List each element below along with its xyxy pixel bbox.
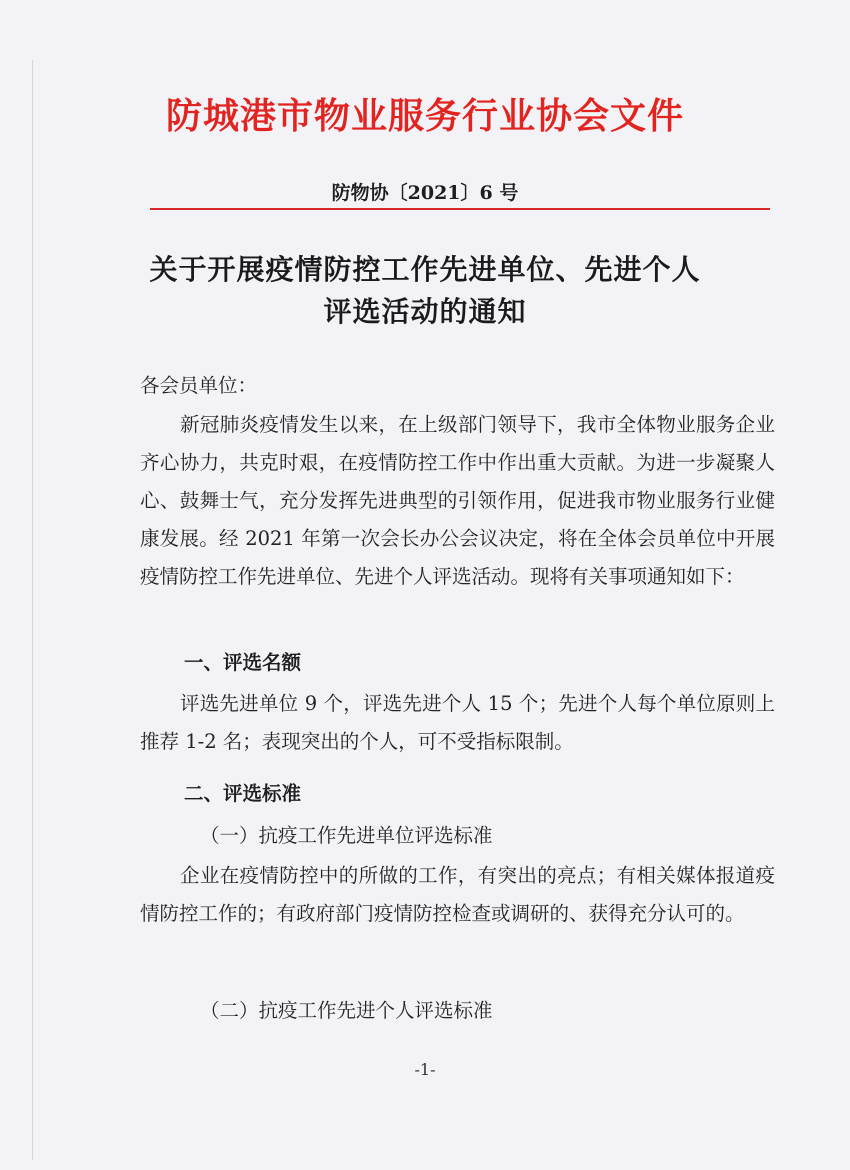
page-number: -1- [414,1060,436,1079]
notice-title-line-1: 关于开展疫情防控工作先进单位、先进个人 [149,253,701,286]
section-2-heading: 二、评选标准 [184,782,302,805]
notice-title-line-2: 评选活动的通知 [323,295,527,328]
section-1-heading: 一、评选名额 [184,651,302,674]
red-divider-line [150,208,770,210]
document-number: 防物协〔2021〕6 号 [331,182,519,204]
page-edge-line [32,60,33,1160]
salutation: 各会员单位： [140,374,258,397]
subsection-1-heading: （一）抗疫工作先进单位评选标准 [200,824,493,847]
subsection-2-heading: （二）抗疫工作先进个人评选标准 [200,999,493,1022]
intro-paragraph: 新冠肺炎疫情发生以来，在上级部门领导下，我市全体物业服务企业齐心协力，共克时艰，在疫情防控工作中作出重大贡献。为进一步凝聚人心、鼓舞士气，充分发挥先进典型的引领作用，促进我市物业服务行业健康发展。经 2021 年第一次会长办公会议决定，将在全体会员单位中开展疫情防控工作先进单位、先进个人评选活动。现将有关事项通知如下： [140,413,775,588]
subsection-1-paragraph: 企业在疫情防控中的所做的工作，有突出的亮点；有相关媒体报道疫情防控工作的；有政府部门疫情防控检查或调研的、获得充分认可的。 [140,864,775,925]
section-1-paragraph: 评选先进单位 9 个，评选先进个人 15 个；先进个人每个单位原则上推荐 1-2 名；表现突出的个人，可不受指标限制。 [140,692,775,753]
letterhead-title: 防城港市物业服务行业协会文件 [165,96,684,137]
